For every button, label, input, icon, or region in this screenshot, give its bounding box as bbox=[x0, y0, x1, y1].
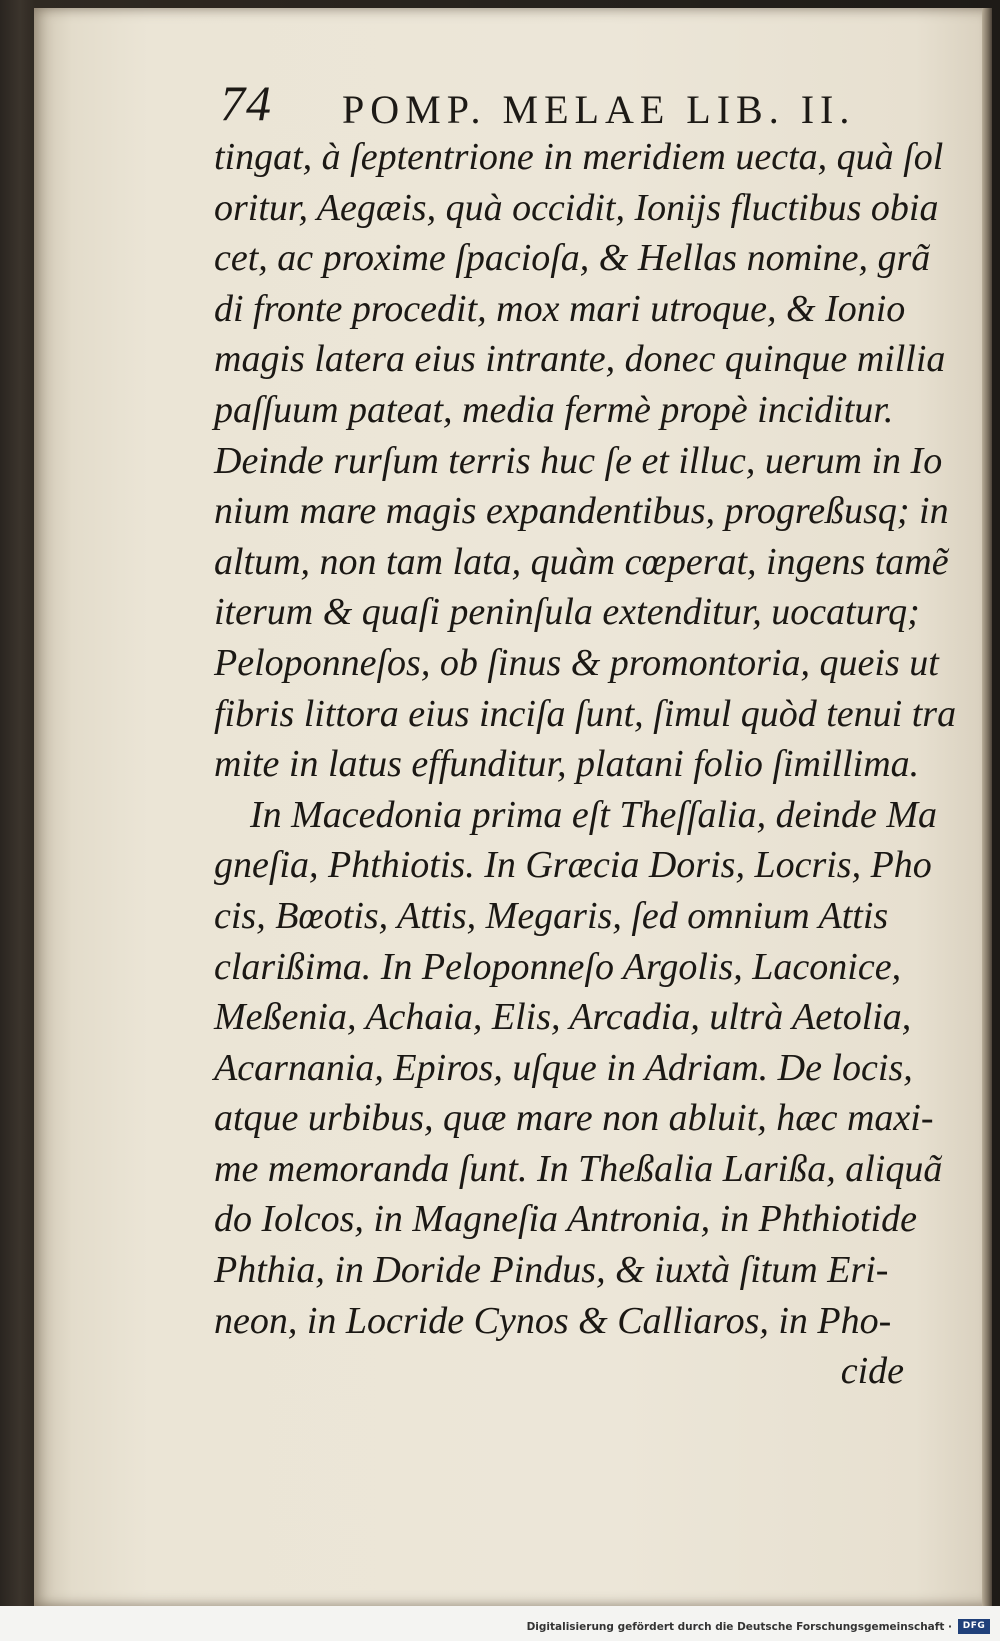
catchword: cide bbox=[840, 1350, 904, 1393]
text-line: cet, ac proxime ſpacioſa, & Hellas nomine, grã bbox=[214, 237, 931, 280]
text-line: gneſia, Phthiotis. In Græcia Doris, Locris, Pho bbox=[214, 844, 932, 887]
paragraph-start-line: In Macedonia prima eſt Theſſalia, deinde Ma bbox=[250, 793, 938, 836]
text-line: paſſuum pateat, media fermè propè inciditur. bbox=[214, 388, 894, 431]
text-line: cis, Bœotis, Attis, Megaris, ſed omnium Attis bbox=[214, 894, 889, 937]
page-number: 74 bbox=[220, 75, 272, 131]
text-line: oritur, Aegæis, quà occidit, Ionijs fluctibus obia bbox=[214, 186, 939, 229]
text-line: Peloponneſos, ob ſinus & promontoria, queis ut bbox=[214, 641, 939, 684]
running-head bbox=[220, 75, 900, 134]
running-title: POMP. MELAE LIB. II. bbox=[342, 87, 856, 132]
text-line: iterum & quaſi peninſula extenditur, uocaturq; bbox=[214, 591, 920, 634]
text-line: Deinde rurſum terris huc ſe et illuc, uerum in Io bbox=[214, 439, 943, 482]
text-line: Acarnania, Epiros, uſque in Adriam. De locis, bbox=[214, 1046, 913, 1089]
page-edge bbox=[982, 8, 992, 1606]
text-line: magis latera eius intrante, donec quinque millia bbox=[214, 338, 946, 381]
text-line: nium mare magis expandentibus, progreßusq; in bbox=[214, 490, 949, 533]
text-line: altum, non tam lata, quàm cœperat, ingens tamẽ bbox=[214, 540, 949, 583]
dfg-logo: DFG bbox=[958, 1619, 990, 1634]
text-line: Meßenia, Achaia, Elis, Arcadia, ultrà Aetolia, bbox=[214, 996, 912, 1039]
text-line: neon, in Locride Cynos & Calliaros, in Pho- bbox=[214, 1299, 892, 1342]
text-line: atque urbibus, quæ mare non abluit, hæc maxi- bbox=[214, 1097, 934, 1140]
text-line: mite in latus effunditur, platani folio ſimillima. bbox=[214, 743, 920, 786]
text-line: tingat, à ſeptentrione in meridiem uecta, quà ſol bbox=[214, 136, 944, 178]
text-line: do Iolcos, in Magneſia Antronia, in Phthiotide bbox=[214, 1198, 917, 1241]
text-line: Phthia, in Doride Pindus, & iuxtà ſitum Eri- bbox=[214, 1249, 889, 1292]
text-line: fibris littora eius inciſa ſunt, ſimul quòd tenui tra bbox=[214, 692, 957, 735]
text-line: di fronte procedit, mox mari utroque, & Ionio bbox=[214, 287, 906, 330]
text-line: clarißima. In Peloponneſo Argolis, Laconice, bbox=[214, 945, 902, 988]
funding-note: Digitalisierung gefördert durch die Deutsche Forschungsgemeinschaft · bbox=[526, 1621, 952, 1633]
body-text bbox=[214, 132, 957, 1397]
text-line: me memoranda ſunt. In Theßalia Larißa, aliquã bbox=[214, 1147, 943, 1190]
